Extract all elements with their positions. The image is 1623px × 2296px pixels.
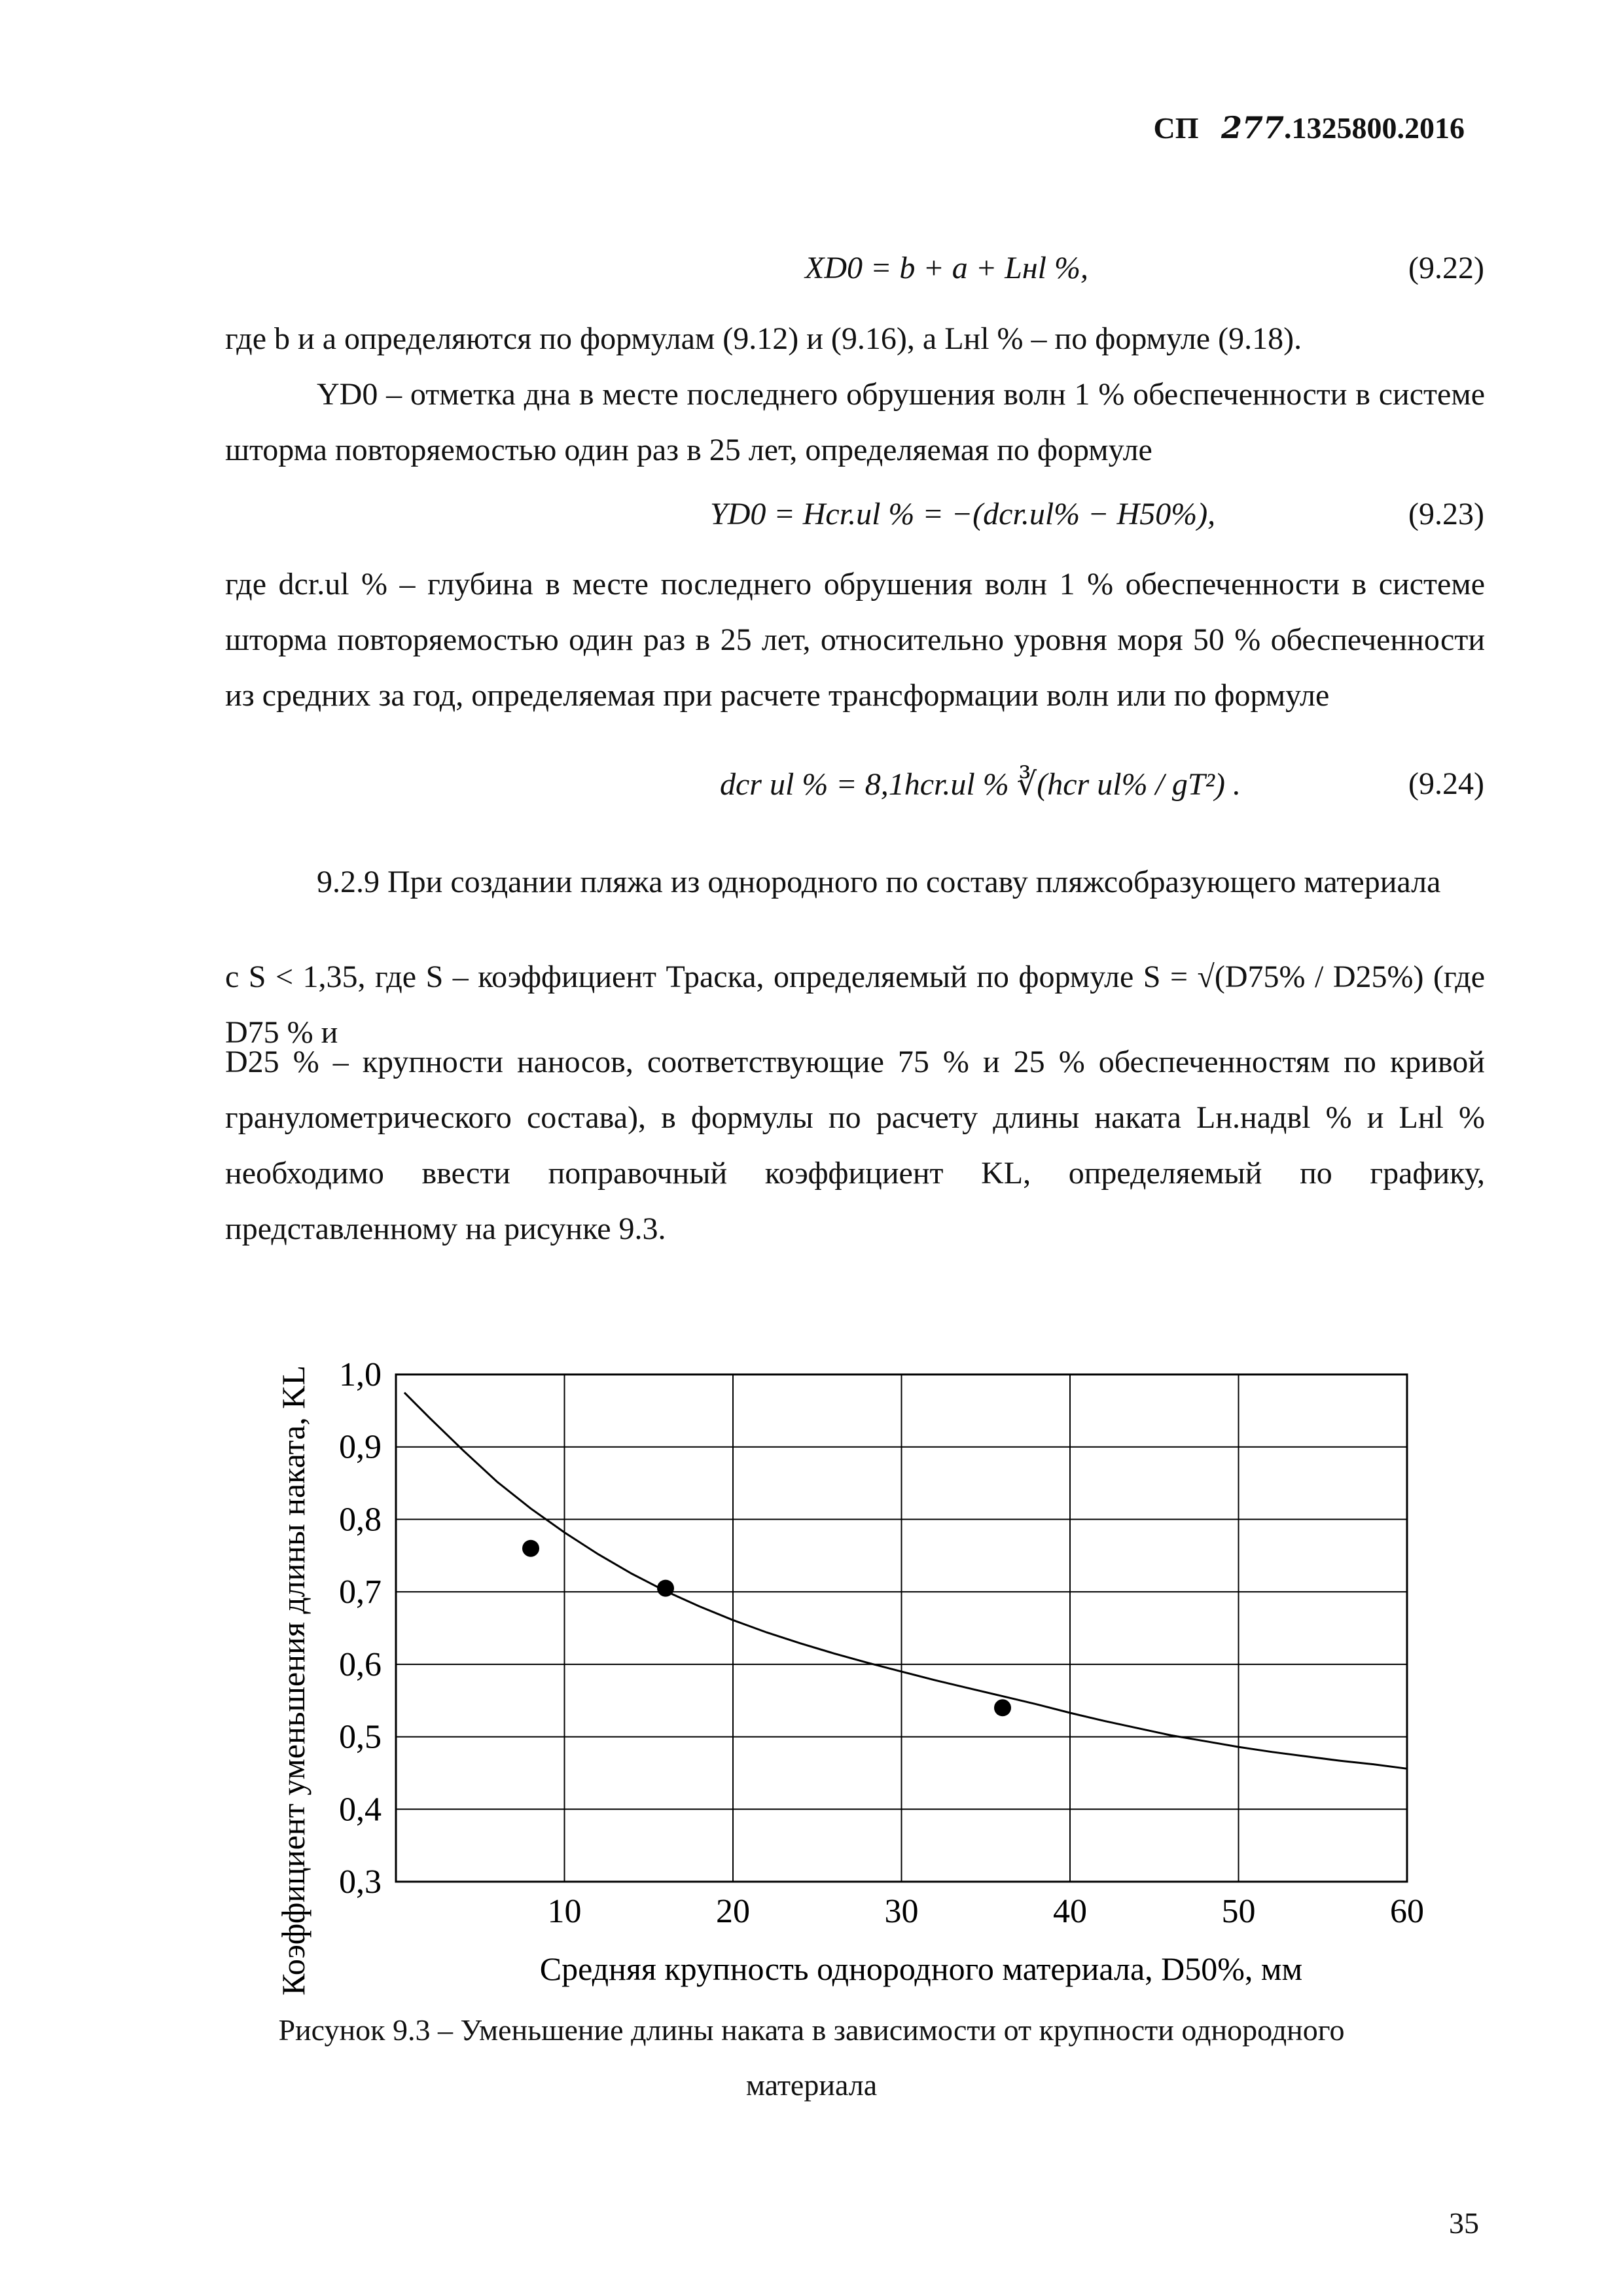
page-header <box>0 110 1465 145</box>
paragraph-2: YD0 – отметка дна в месте последнего обрушения волн 1 % обеспеченности в системе шторма повторяемостью один раз в 25 лет, определяемая по формуле <box>225 377 1485 467</box>
header-code: 277 <box>1221 110 1284 145</box>
x-tick-labels <box>548 1893 1425 1930</box>
formula-9-22: XD0 = b + a + Lнl %, <box>805 251 1088 285</box>
header-prefix: СП <box>1153 111 1199 145</box>
formula-9-23: YD0 = Hcr.ul % = −(dcr.ul% − H50%), <box>710 497 1216 531</box>
formula-9-24: dcr ul % = 8,1hcr.ul % ∛(hcr ul% / gT²) . <box>720 767 1241 802</box>
y-tick-labels <box>339 1356 382 1901</box>
x-tick-label: 20 <box>716 1893 750 1930</box>
paragraph-3: где dcr.ul % – глубина в месте последнего обрушения волн 1 % обеспеченности в системе шторма повторяемостью один раз в 25 лет, относительно уровня моря 50 % обеспеченности из средних за год, определяемая при расчете трансформации волн или по формуле <box>225 567 1485 713</box>
kl-curve <box>404 1393 1407 1769</box>
y-tick-label: 0,9 <box>339 1428 382 1466</box>
paragraph-4: 9.2.9 При создании пляжа из однородного по составу пляжсобразующего материала <box>317 865 1441 899</box>
y-tick-label: 0,4 <box>339 1791 382 1829</box>
data-point <box>522 1540 539 1557</box>
y-tick-label: 1,0 <box>339 1356 382 1393</box>
formula-9-24-number: (9.24) <box>1408 766 1484 801</box>
y-tick-label: 0,8 <box>339 1501 382 1539</box>
y-tick-label: 0,5 <box>339 1718 382 1756</box>
caption-line-1: Рисунок 9.3 – Уменьшение длины наката в зависимости от крупности однородного <box>278 2013 1345 2047</box>
x-tick-label: 40 <box>1053 1893 1087 1930</box>
formula-9-23-number: (9.23) <box>1408 497 1484 531</box>
data-point <box>657 1580 674 1597</box>
chart-grid <box>396 1374 1407 1882</box>
y-axis-label: Коэффициент уменьшения длины наката, KL <box>275 1365 312 1996</box>
y-tick-label: 0,3 <box>339 1863 382 1901</box>
x-tick-label: 50 <box>1221 1893 1256 1930</box>
paragraph-6: D25 % – крупности наносов, соответствующие 75 % и 25 % обеспеченностям по кривой гранулометрического состава), в формулы по расчету длины наката Lн.надвl % и Lнl % необходимо ввести поправочный коэффициент KL, определяемый по графику, представленному на рисунке 9.3. <box>225 1045 1485 1246</box>
header-suffix: .1325800.2016 <box>1284 111 1465 145</box>
y-tick-label: 0,6 <box>339 1645 382 1683</box>
page-number: 35 <box>1449 2206 1479 2240</box>
x-axis-label: Средняя крупность однородного материала, D50%, мм <box>539 1950 1303 1987</box>
paragraph-5: с S < 1,35, где S – коэффициент Траска, определяемый по формуле S = √(D75% / D25%) (где D75 % и <box>225 960 1485 1050</box>
data-points <box>522 1540 1011 1717</box>
x-tick-label: 60 <box>1390 1893 1424 1930</box>
formula-9-22-number: (9.22) <box>1408 251 1484 285</box>
y-tick-label: 0,7 <box>339 1573 382 1611</box>
data-point <box>994 1699 1011 1716</box>
kl-chart <box>262 1335 1492 1996</box>
x-tick-label: 10 <box>547 1893 582 1930</box>
paragraph-1: где b и a определяются по формулам (9.12) и (9.16), а Lнl % – по формуле (9.18). <box>225 321 1302 356</box>
figure-caption <box>0 2003 1623 2113</box>
caption-line-2: материала <box>745 2068 878 2102</box>
x-tick-label: 30 <box>884 1893 919 1930</box>
